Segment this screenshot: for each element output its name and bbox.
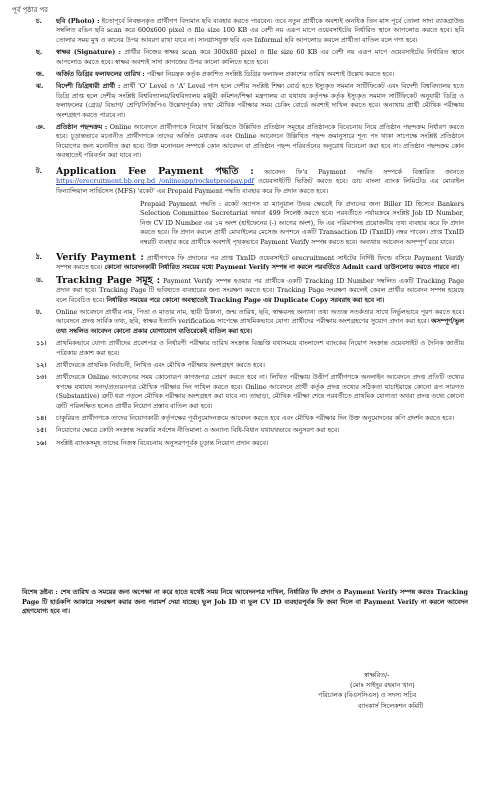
- signatory-name: (মোঃ সাইদুর রহমান খান): [350, 681, 415, 690]
- item-text: প্রার্থী 'O' Level ও 'A' Level পাস হলে দেশীয় সংশ্লিষ্ট শিক্ষা বোর্ড হতে ইস্যুকৃত সমমান সার্টিফিকেট এবং বিদেশী বিশ্ববিদ্যালয় হতে ডিগ্রি প্রাপ্ত হলে দেশীয় সংশ্লিষ্ট বিশ্ববিদ্যালয়/বিশ্ববিদ্যালয় মঞ্জুরী কমিশন/শিক্ষা মন্ত্রণালয় বা যথাযথ কর্তৃপক্ষ কর্তৃক ইস্যুকৃত সমমান সার্টিফিকেট অনুযায়ী ডিগ্রি ও ফলাফলের (গ্রেড/ বিভাগ/ শ্রেণি/সিজিপিএ উল্লেখপূর্বক) তথ্য মৌখিক পরীক্ষার সময় চেকিং বোর্ডে অবশ্যই দাখিল করতে হবে। অন্যথায় প্রার্থী মৌখিক পরীক্ষায় অংশগ্রহণ করতে পারবে না।: [56, 82, 464, 119]
- item-title: অর্জিত ডিগ্রির ফলাফলের তারিখ :: [56, 70, 145, 79]
- item-text: প্রার্থীদেরকে Online আবেদনের সময় কোনোরূপ কাগজপত্র প্রেরণ করতে হবে না। লিখিত পরীক্ষায় উত্তীর্ণ প্রার্থীগণকে অনলাইন আবেদনে প্রদত্ত প্রতিটি তথ্যের স্বপক্ষে যথাযথ সনদ/প্রত্যয়নপত্র মৌখিক পরীক্ষার দিন দাখিল করতে হবে। Online আবেদনে প্রার্থী কর্তৃক প্রদত্ত তথ্যের সঠিকতা যাচাইয়ান্তে কোনো রূপ সারগত (Substantive) ত্রুটি ধরা পড়লে মৌখিক পরীক্ষায় অংশগ্রহণ করা যাবে না। তাছাড়া, মৌখিক পরীক্ষা শেষে পরবর্তীতে প্রাথমিক যোগ্যতা অথবা প্রদত্ত তথ্যে কোনো ত্রুটি পরিলক্ষিত হলেও প্রার্থীর নিয়োগ প্রস্তাব বাতিল করা হবে।: [56, 373, 464, 410]
- item-label: ট.: [36, 166, 42, 175]
- item-label: ১৩।: [36, 373, 47, 382]
- list-item-institution-preference: [36, 123, 464, 161]
- item-text: Online আবেদনে প্রার্থীগণকে নিয়োগ বিজ্ঞপ্তিতে উল্লিখিত প্রতিষ্ঠান সমূহের প্রতিষ্ঠানকে বিবেচনায় নিয়ে প্রতিষ্ঠান পছন্দক্রম নির্ধারণ করতে হবে। চূড়ান্তভাবে মনোনীত প্রার্থীগণকে তাদের অর্জিত মেধাক্রম এবং Online আবেদনে উল্লিখিত পছন্দ ক্রমানুসারে শূন্য পদ থাকা সাপেক্ষে সংশ্লিষ্ট প্রতিষ্ঠানে নিয়োগের জন্য মনোনীত করা হবে। উক্ত মনোনয়ন সম্পর্কে কোন আবেদন বা প্রতিষ্ঠান পছন্দ পরিবর্তনের অনুরোধ বিবেচনা করা হবে না। প্রতিষ্ঠান পছন্দক্রম কোন অবস্থাতেই পরিবর্তন করা যাবে না।: [56, 123, 464, 160]
- list-item-result-date: [36, 70, 464, 79]
- signed-label: স্বাক্ষরিত/-: [364, 671, 390, 679]
- item-title: Verify Payment :: [56, 251, 144, 263]
- signatory-designation: পরিচালক (বিএসসিএস) ও সদস্য সচিব: [318, 691, 417, 700]
- list-item-signature: [36, 48, 464, 67]
- item-label: ১৫।: [36, 426, 47, 435]
- item-text: প্রার্থীর নিজের স্বাক্ষর scan করে 300x80 pixel ও file size 60 KB এর বেশী নয় এরূপ মাপে ওয়েবসাইটের নির্ধারিত স্থানে আপলোড করতে হবে। স্বাক্ষর অবশ্যই সাদা কাগজের উপর কালো কালিতে হতে হবে।: [56, 48, 464, 66]
- item-text: প্রার্থীগণকে ফি প্রদানের পর প্রাপ্ত TxnID ওয়েবসাইটে erecruitment সাইটের নির্দিষ্ট ফিল্ডে বসিয়ে Payment Verify সম্পন্ন করতে হবে।: [56, 253, 464, 272]
- item-text: প্রাথমিকভাবে যোগ্য প্রার্থীদের প্রবেশপত্র ও নির্ধারণী পরীক্ষার তারিখ সংক্রান্ত বিজ্ঞপ্তি যথাসময়ে বাংলাদেশ ব্যাংকের নিয়োগ সংক্রান্ত ওয়েবসাইট ও দৈনিক জাতীয় পত্রিকায় প্রকাশ করা হবে।: [56, 339, 464, 357]
- list-item-16: [36, 439, 464, 448]
- prepaid-payment-box: Prepaid Payment পদ্ধতি : রকেট অ্যাপস বা ম্যানুয়াল উভয় ক্ষেত্রেই ফি প্রদানের জন্য Biller ID হিসেবে Bankers Selection Committee Secretariat অথবা 499 সিলেক্ট করতে হবে। পরবর্তীতে পর্যায়ক্রমে সংশ্লিষ্ট Job ID Number, নিজ CV ID Number এর ১ম অংশ (হাইফেনের (-) আগের অংশ), ফি এর পরিমাণসহ প্রয়োজনীয় তথ্য ব্যবহার করে ফি প্রদান করতে হবে। ফি প্রদান করলে প্রার্থী মোবাইলের মেসেজ অপশনে একটি Transaction ID (TxnID) নম্বর পাবেন। প্রাপ্ত TxnID নম্বরটি ব্যবহার করে প্রার্থীকে অবশ্যই পৃথকভাবে Payment Verify সম্পন্ন করতে হবে। অন্যথায় আবেদন অসম্পূর্ণ রয়ে যাবে।: [140, 199, 464, 246]
- list-item-foreign-degree: [36, 82, 464, 120]
- item-text: Payment Verify সম্পন্ন হওয়ার পর প্রার্থীকে একটি Tracking ID Number সম্বলিত একটি Tracking Page প্রদান করা হবে। Tracking Page টি ভবিষ্যতে ব্যবহারের জন্য সংরক্ষণ করতে হবে। Tracking Page সংরক্ষণ করলেই কেবল প্রার্থীর আবেদন সম্পন্ন হয়েছে বলে বিবেচিত হবে।: [56, 276, 464, 304]
- list-item-14: [36, 414, 464, 423]
- item-label: ১২।: [36, 361, 47, 369]
- instruction-list: [36, 17, 464, 451]
- signature-block: [318, 670, 478, 711]
- list-item-accuracy: [36, 308, 464, 336]
- item-text: প্রার্থীদেরকে প্রাথমিক নির্বাচনী, লিখিত এবং মৌখিক পরীক্ষায় অংশগ্রহণ করতে হবে।: [56, 361, 265, 369]
- item-label: ছ.: [36, 48, 43, 57]
- item-text-2: নির্ধারিত সময়ের পরে কোনো অবস্থাতেই Tracking Page এর Duplicate Copy সরবরাহ করা হবে না।: [106, 295, 385, 304]
- item-text: চাকুরিরত প্রার্থীগণকে তাদের নিয়োগকারী কর্তৃপক্ষের পূর্বানুমোদনক্রমে আবেদন করতে হবে এবং মৌখিক পরীক্ষার দিন উক্ত অনুমোদনের কপি প্রদর্শন করতে হবে।: [56, 414, 455, 423]
- item-title: স্বাক্ষর (Signature) :: [56, 48, 121, 57]
- list-item-application-fee: [36, 167, 464, 196]
- fee-guide-link[interactable]: https://erecruitment.bb.org.bd /onlineapp/rocketpreepay.pdf: [56, 177, 254, 186]
- item-title: প্রতিষ্ঠান পছন্দক্রম :: [56, 123, 108, 132]
- list-item-photo: [36, 17, 464, 45]
- list-item-13: [36, 373, 464, 411]
- list-item-11: [36, 339, 464, 358]
- special-note: বিশেষ দ্রষ্টব্য : শেষ তারিখ ও সময়ের জন্য অপেক্ষা না করে হাতে যথেষ্ট সময় নিয়ে আবেদনপত্র দাখিল, নির্ধারিত ফি প্রদান ও Payment Verify সম্পন্ন করতঃ Tracking Page টি হার্ডকপি আকারে সংরক্ষণ করার জন্য পরামর্শ দেয়া যাচ্ছে। ভুল Job ID বা ভুল CV ID ব্যবহারপূর্বক ফি জমা দিলে বা Payment Verify না করলে আবেদন গ্রহণযোগ্য হবে না।: [22, 588, 468, 616]
- item-text-2: অসম্পূর্ণ/ভুল তথ্য সম্বলিত আবেদন কোনো প্রকার যোগাযোগ ব্যতিরেকেই বাতিল করা হবে।: [56, 317, 464, 335]
- continued-label: পূর্ব পৃষ্ঠার পর: [12, 6, 48, 14]
- item-title: বিদেশী ডিগ্রিধারী প্রার্থী :: [56, 82, 121, 91]
- item-label: ঢ.: [36, 307, 43, 316]
- item-title: ছবি (Photo) :: [56, 17, 100, 25]
- list-item-verify-payment: [36, 253, 464, 273]
- item-label: ১৪।: [36, 414, 47, 423]
- item-label: ঝ.: [36, 82, 44, 91]
- item-label: ঠ.: [36, 252, 42, 261]
- list-item-tracking-page: [36, 276, 464, 305]
- item-label: জ.: [36, 70, 45, 79]
- item-text: নিয়োগের ক্ষেত্রে কোটা সংক্রান্ত সরকারি সর্বশেষ নীতিমালা ও অন্যান্য বিধি-বিধান যথাযথভাবে অনুসরণ করা হবে।: [56, 426, 340, 435]
- item-text: Online আবেদনে প্রার্থীর নাম, পিতা ও মাতার নাম, স্থায়ী ঠিকানা, জন্ম তারিখ, ছবি, স্বাক্ষরসহ অন্যান্য তথ্য অত্যন্ত সতর্কতার সাথে নির্ভুলভাবে পূরণ করতে হবে। আবেদনে প্রদত্ত সার্বিক তথ্য, ছবি, স্বাক্ষর ইত্যাদি verification সাপেক্ষে প্রাথমিকভাবে যোগ্য প্রার্থীদের পরীক্ষায় অংশগ্রহণের সুযোগ প্রদান করা হবে।: [56, 307, 464, 326]
- item-label: চ.: [36, 17, 42, 25]
- item-text: ইতোপূর্বে নিবন্ধনকৃত প্রার্থীগণ বিদ্যমান ছবি ব্যবহার করতে পারবেন। তবে নতুন প্রার্থীকে অবশ্যই অনধিক তিন মাস পূর্বে তোলা সাদা ব্যাকগ্রাউন্ড সম্বলিত রঙিন ছবি scan করে 600x600 pixel ও file size 100 KB এর বেশী নয় এরূপ মাপে ওয়েবসাইটের নির্ধারিত স্থানে আপলোড করতে হবে। ছবি তোলার সময় মুখ ও কানের উপর আবরণ রাখা যাবে না। সানগ্লাসযুক্ত ছবি এবং Informal ছবি আপলোড করলে প্রার্থীতা বাতিল বলে গণ্য হবে।: [56, 17, 464, 44]
- list-item-12: [36, 361, 464, 370]
- item-text-2: ওয়েবসাইটটি ভিজিট করতে হবে। ডাচ বাংলা ব্যাংক লিমিটেড এর মোবাইল ফিন্যান্সিয়াল সার্ভিসেস (MFS) 'রকেট' এর Prepaid Payment পদ্ধতি ব্যবহার করে ফি প্রদান করতে হবে।: [56, 177, 464, 195]
- item-title: Application Fee Payment পদ্ধতি :: [56, 165, 254, 177]
- item-text: আবেদন ফি'র Payment পদ্ধতি সম্পর্কে বিস্তারিত জানতে: [264, 167, 464, 176]
- list-item-15: [36, 426, 464, 435]
- item-text: পরীক্ষা নিয়ন্ত্রক কর্তৃক প্রকাশিত সংশ্লিষ্ট ডিগ্রির ফলাফল প্রকাশের তারিখ অবশ্যই উল্লেখ করতে হবে।: [146, 70, 395, 79]
- item-title: Tracking Page সমূহ :: [56, 274, 161, 286]
- item-text-2: কোনো আবেদনকারী নির্ধারিত সময়ের মধ্যে Payment Verify সম্পন্ন না করলে পরবর্তিতে Admit card ডাউনলোড করতে পারবে না।: [104, 263, 460, 272]
- item-label: ১১।: [36, 339, 47, 348]
- item-label: ১৬।: [36, 438, 47, 447]
- item-text: সংশ্লিষ্ট ব্যাংকসমূহ তাদের নিজস্ব বিবেচনায় অনুসরণপূর্বক চূড়ান্ত নিয়োগ প্রদান করবে।: [56, 438, 269, 447]
- item-label: ড.: [36, 275, 44, 284]
- committee-name: ব্যাংকার্স সিলেকশন কমিটি: [358, 701, 424, 710]
- item-label: ঞ.: [36, 123, 46, 132]
